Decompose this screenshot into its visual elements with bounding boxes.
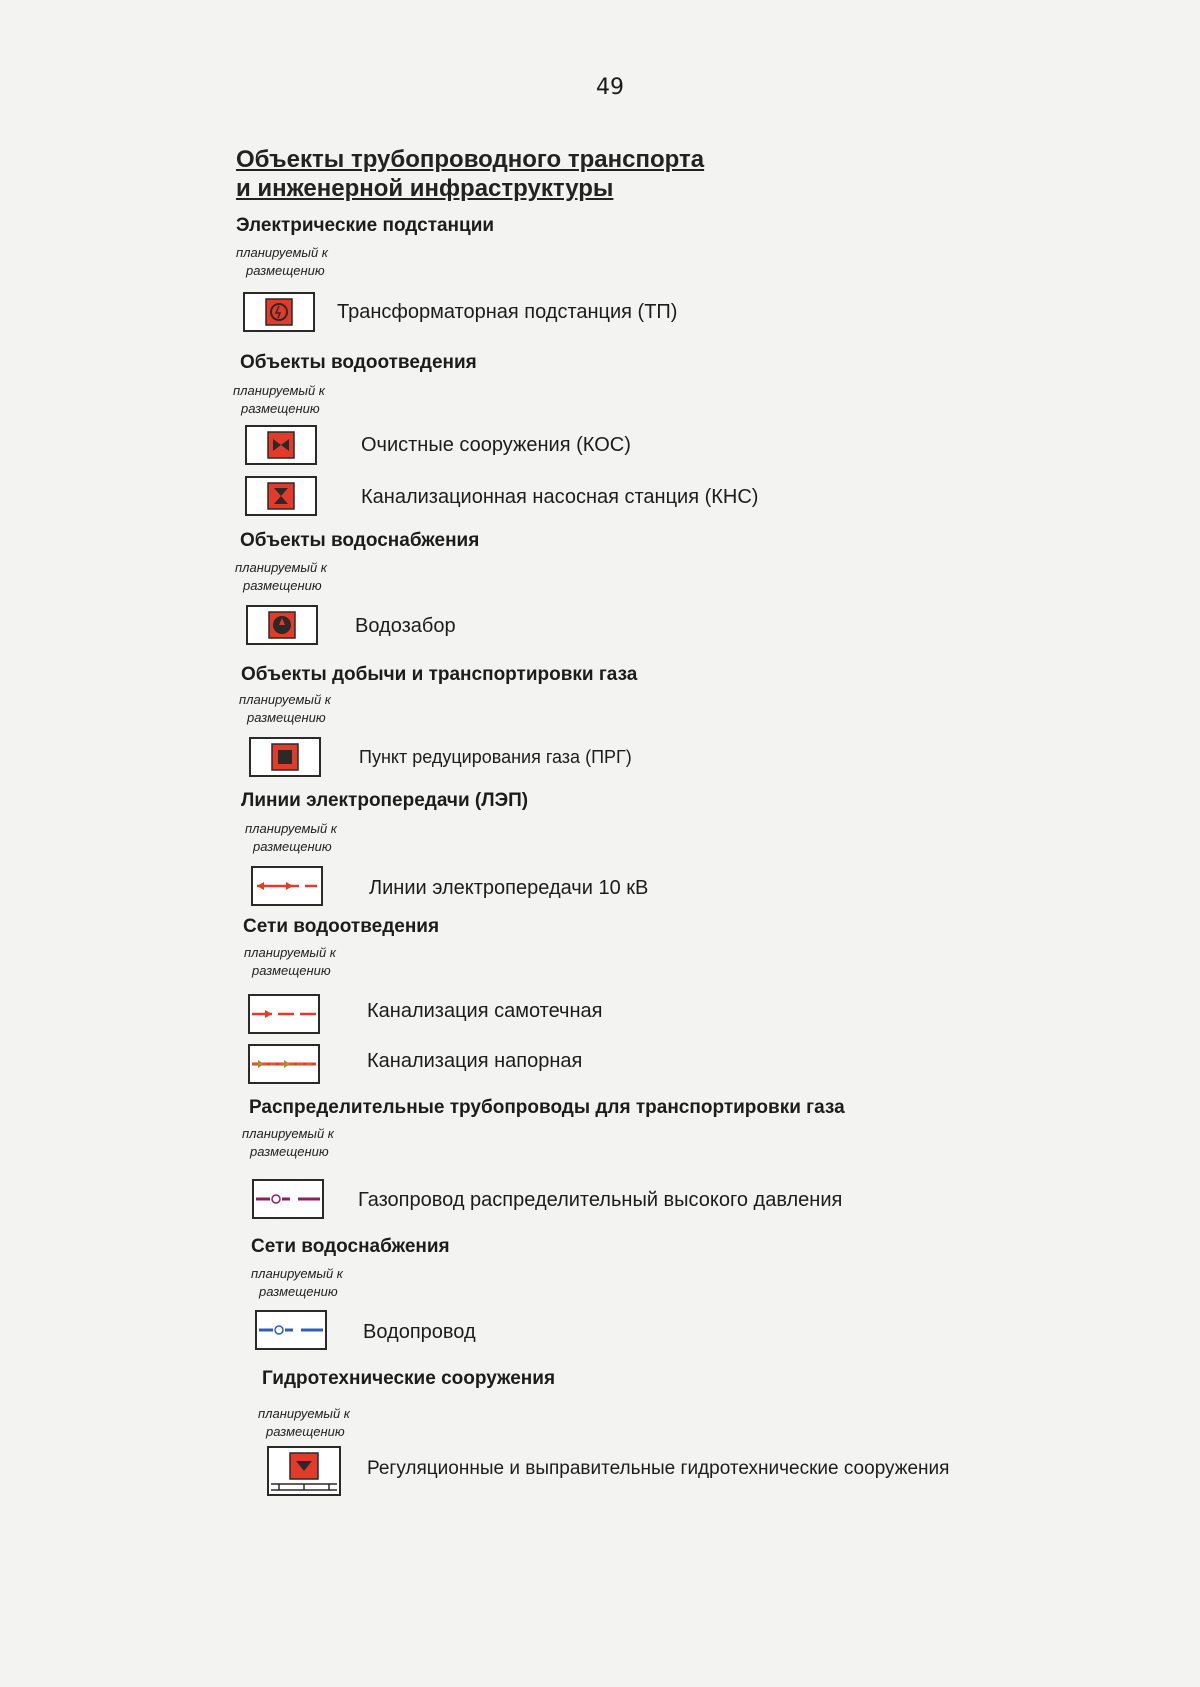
planned-note-line-1: планируемый к <box>236 245 328 260</box>
planned-note-line-1: планируемый к <box>242 1126 334 1141</box>
planned-note <box>242 1125 334 1161</box>
legend-label: Трансформаторная подстанция (ТП) <box>337 301 678 323</box>
gas-pipeline-icon <box>252 1179 324 1219</box>
planned-note <box>245 820 337 856</box>
legend-label: Линии электропередачи 10 кВ <box>369 877 649 899</box>
section-heading-water-supply: Объекты водоснабжения <box>240 530 480 551</box>
planned-note-line-2: размещению <box>243 578 322 593</box>
planned-note <box>258 1405 350 1441</box>
planned-note-line-1: планируемый к <box>258 1406 350 1421</box>
legend-label: Водопровод <box>363 1321 476 1343</box>
planned-note <box>239 691 331 727</box>
page-title <box>236 145 704 203</box>
planned-note <box>233 382 325 418</box>
gas-reduction-point-icon <box>249 737 321 777</box>
page-number: 49 <box>596 75 624 100</box>
section-heading-gas-pipelines: Распределительные трубопроводы для транспортировки газа <box>249 1097 845 1118</box>
planned-note <box>244 944 336 980</box>
treatment-facility-icon <box>245 425 317 465</box>
legend-label: Очистные сооружения (КОС) <box>361 434 631 456</box>
page-title-line-1: Объекты трубопроводного транспорта <box>236 146 705 173</box>
planned-note-line-1: планируемый к <box>251 1266 343 1281</box>
power-line-icon <box>251 866 323 906</box>
planned-note-line-1: планируемый к <box>233 383 325 398</box>
section-heading-drainage: Объекты водоотведения <box>240 352 477 373</box>
sewage-pump-station-icon <box>245 476 317 516</box>
legend-label: Водозабор <box>355 615 456 637</box>
section-heading-hydraulic: Гидротехнические сооружения <box>262 1368 556 1389</box>
planned-note-line-2: размещению <box>247 710 326 725</box>
legend-label: Канализационная насосная станция (КНС) <box>361 486 759 508</box>
legend-label: Канализация самотечная <box>367 1000 603 1022</box>
legend-label: Канализация напорная <box>367 1050 583 1072</box>
planned-note-line-2: размещению <box>241 401 320 416</box>
planned-note-line-2: размещению <box>266 1424 345 1439</box>
planned-note-line-1: планируемый к <box>244 945 336 960</box>
planned-note <box>251 1265 343 1301</box>
section-heading-sewer-networks: Сети водоотведения <box>243 916 440 937</box>
pressure-sewer-icon <box>248 1044 320 1084</box>
planned-note-line-1: планируемый к <box>239 692 331 707</box>
planned-note-line-2: размещению <box>253 839 332 854</box>
water-pipeline-icon <box>255 1310 327 1350</box>
legend-label: Регуляционные и выправительные гидротехнические сооружения <box>367 1458 950 1479</box>
planned-note <box>235 559 327 595</box>
section-heading-water-networks: Сети водоснабжения <box>251 1236 450 1257</box>
planned-note-line-2: размещению <box>246 263 325 278</box>
hydraulic-structure-icon <box>267 1446 341 1496</box>
planned-note-line-2: размещению <box>259 1284 338 1299</box>
legend-label: Пункт редуцирования газа (ПРГ) <box>359 747 632 767</box>
gravity-sewer-icon <box>248 994 320 1034</box>
section-heading-substations: Электрические подстанции <box>236 215 495 236</box>
planned-note <box>236 244 328 280</box>
planned-note-line-1: планируемый к <box>245 821 337 836</box>
planned-note-line-2: размещению <box>252 963 331 978</box>
page-title-line-2: и инженерной инфраструктуры <box>236 175 614 202</box>
planned-note-line-1: планируемый к <box>235 560 327 575</box>
transformer-substation-icon <box>243 292 315 332</box>
section-heading-power-lines: Линии электропередачи (ЛЭП) <box>241 790 529 811</box>
planned-note-line-2: размещению <box>250 1144 329 1159</box>
water-intake-icon <box>246 605 318 645</box>
section-heading-gas: Объекты добычи и транспортировки газа <box>241 664 638 685</box>
legend-label: Газопровод распределительный высокого давления <box>358 1189 843 1211</box>
